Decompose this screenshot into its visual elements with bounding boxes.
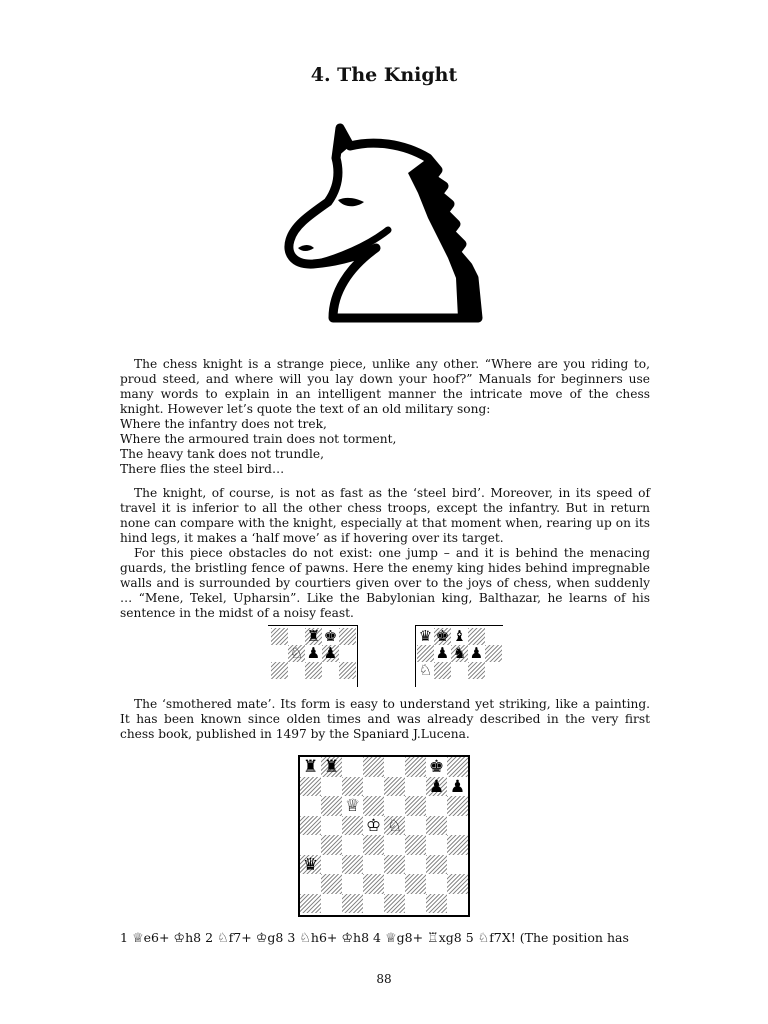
board-square: [339, 662, 356, 679]
page-number: 88: [376, 972, 392, 986]
board-square: [363, 757, 384, 777]
board-square: [305, 662, 322, 679]
diagram-right: [415, 625, 503, 687]
board-square: [384, 777, 405, 797]
board-edge: [415, 625, 503, 626]
move-notation: [120, 930, 650, 947]
move-text: (The position has: [519, 930, 629, 945]
move-text: xg8: [438, 930, 462, 945]
board-square: [405, 894, 426, 914]
board-square: [321, 855, 342, 875]
board-square: [384, 894, 405, 914]
chess-piece: ♚: [323, 627, 338, 645]
chess-piece: ♟: [469, 644, 484, 662]
board-square: [363, 855, 384, 875]
board-square: [384, 855, 405, 875]
move-text: h8: [185, 930, 202, 945]
verse-line: The heavy tank does not trundle,: [120, 447, 324, 461]
rook-icon: ♖: [427, 931, 439, 946]
knight-icon: ♘: [477, 931, 490, 946]
verse-line: Where the armoured train does not torment,: [120, 432, 397, 446]
verse-line: There flies the steel bird…: [120, 462, 285, 476]
board-square: [363, 835, 384, 855]
chess-piece: ♜: [323, 757, 340, 777]
chapter-title: 4. The Knight: [310, 64, 458, 86]
board-square: [485, 645, 502, 662]
board-square: [271, 645, 288, 662]
board-square: [339, 628, 356, 645]
knight-icon: ♘: [217, 931, 229, 946]
board-square: [322, 662, 339, 679]
main-chessboard: [298, 755, 470, 917]
board-square: [426, 855, 447, 875]
chess-piece: ♛: [418, 627, 433, 645]
board-square: [321, 894, 342, 914]
board-square: [288, 628, 305, 645]
board-square: [405, 796, 426, 816]
knight-icon: ♘: [299, 931, 311, 946]
board-square: [451, 662, 468, 679]
chess-piece: ♔: [365, 815, 382, 836]
board-square: [405, 757, 426, 777]
chess-piece: ♚: [435, 627, 450, 645]
paragraph-knight-speed: The knight, of course, is not as fast as the ‘steel bird’. Moreover, in its speed of travel it is inferior to all the other chess troops, except the infantry. But in return none can compare with the knight, especially at that moment when, rearing up on its hind legs, it makes a ‘half move’ as if hovering over its target.: [120, 486, 650, 545]
paragraph-obstacles: For this piece obstacles do not exist: one jump – and it is behind the menacing guards, the bristling fence of pawns. Here the enemy king hides behind impregnable walls and is surrounded by courtiers given over to the joys of chess, when suddenly … “Mene, Tekel, Upharsin”. Like the Babylonian king, Balthazar, he learns of his sentence in the midst of a noisy feast.: [120, 546, 650, 620]
move-text: f7+: [228, 930, 252, 945]
chess-piece: ♟: [449, 776, 466, 797]
move-text: h8: [353, 930, 370, 945]
board-square: [468, 662, 485, 679]
board-square: [485, 662, 502, 679]
chess-piece: ♘: [386, 815, 403, 836]
board-square: [321, 796, 342, 816]
chess-piece: ♕: [344, 796, 361, 816]
board-square: [384, 796, 405, 816]
board-square: [271, 628, 288, 645]
board-square: [342, 874, 363, 894]
board-square: [447, 835, 468, 855]
board-square: [321, 816, 342, 836]
board-square: [405, 855, 426, 875]
chess-piece: ♘: [418, 661, 433, 679]
board-square: [417, 645, 434, 662]
body-text-block-2: [120, 486, 650, 621]
move-number: 5: [465, 930, 474, 945]
board-square: [321, 874, 342, 894]
king-icon: ♔: [173, 931, 186, 946]
chess-piece: ♟: [306, 644, 321, 662]
move-text: g8: [267, 930, 284, 945]
chess-piece: ♚: [428, 757, 445, 777]
move-number: 4: [373, 930, 381, 945]
paragraph-smothered-mate: The ‘smothered mate’. Its form is easy to understand yet striking, like a painting. It has been known since olden times and was already described in the very first chess book, published in 1497 by the Spaniard J.Lucena.: [120, 697, 650, 741]
move-number: 3: [287, 930, 296, 945]
move-text: h6+: [310, 930, 338, 945]
board-square: [321, 777, 342, 797]
board-square: [447, 796, 468, 816]
board-square: [321, 835, 342, 855]
board-square: [405, 874, 426, 894]
move-number: 1: [120, 930, 128, 945]
chess-piece: ♟: [435, 644, 450, 662]
chess-piece: ♝: [452, 627, 467, 645]
chess-piece: ♞: [452, 644, 467, 662]
king-icon: ♔: [255, 931, 268, 946]
board-square: [447, 816, 468, 836]
body-text-block-1: [120, 357, 650, 477]
board-square: [447, 894, 468, 914]
chess-piece: ♘: [289, 644, 304, 662]
board-square: [342, 777, 363, 797]
board-square: [384, 835, 405, 855]
board-square: [384, 874, 405, 894]
board-square: [363, 796, 384, 816]
board-square: [339, 645, 356, 662]
board-square: [288, 662, 305, 679]
board-square: [300, 835, 321, 855]
knight-piece-icon: [278, 118, 488, 328]
board-square: [342, 894, 363, 914]
board-square: [426, 835, 447, 855]
chess-piece: ♜: [302, 757, 319, 777]
paragraph-intro: The chess knight is a strange piece, unlike any other. “Where are you riding to, proud steed, and where will you lay down your hoof?” Manuals for beginners use many words to explain in an intelligent manner the intricate move of the chess knight. However let’s quote the text of an old military song:: [120, 357, 650, 416]
board-square: [300, 874, 321, 894]
board-square: [363, 777, 384, 797]
diagram-left: [268, 625, 358, 687]
board-square: [405, 777, 426, 797]
board-edge: [415, 625, 416, 687]
board-square: [485, 628, 502, 645]
chess-piece: ♛: [302, 854, 319, 875]
board-square: [363, 874, 384, 894]
body-text-block-3: [120, 697, 650, 742]
board-square: [426, 796, 447, 816]
queen-icon: ♕: [131, 931, 144, 946]
board-square: [271, 662, 288, 679]
board-square: [363, 894, 384, 914]
board-square: [447, 855, 468, 875]
board-square: [426, 874, 447, 894]
board-square: [447, 757, 468, 777]
board-square: [405, 835, 426, 855]
move-text: g8+: [396, 930, 424, 945]
board-square: [426, 816, 447, 836]
board-square: [342, 757, 363, 777]
board-square: [342, 835, 363, 855]
chess-piece: ♟: [323, 644, 338, 662]
verse-line: Where the infantry does not trek,: [120, 417, 327, 431]
chess-piece: ♟: [428, 776, 445, 797]
board-square: [300, 816, 321, 836]
board-square: [300, 796, 321, 816]
board-square: [447, 874, 468, 894]
board-square: [342, 855, 363, 875]
board-square: [384, 757, 405, 777]
chess-piece: ♜: [306, 627, 321, 645]
board-edge: [357, 625, 358, 687]
king-icon: ♔: [341, 931, 354, 946]
board-edge: [268, 625, 358, 626]
queen-icon: ♕: [384, 931, 397, 946]
move-text: e6+: [143, 930, 170, 945]
board-square: [468, 628, 485, 645]
board-square: [405, 816, 426, 836]
move-text: f7X!: [489, 930, 516, 945]
board-square: [300, 894, 321, 914]
move-number: 2: [205, 930, 214, 945]
board-square: [342, 816, 363, 836]
board-square: [426, 894, 447, 914]
board-square: [434, 662, 451, 679]
board-square: [300, 777, 321, 797]
